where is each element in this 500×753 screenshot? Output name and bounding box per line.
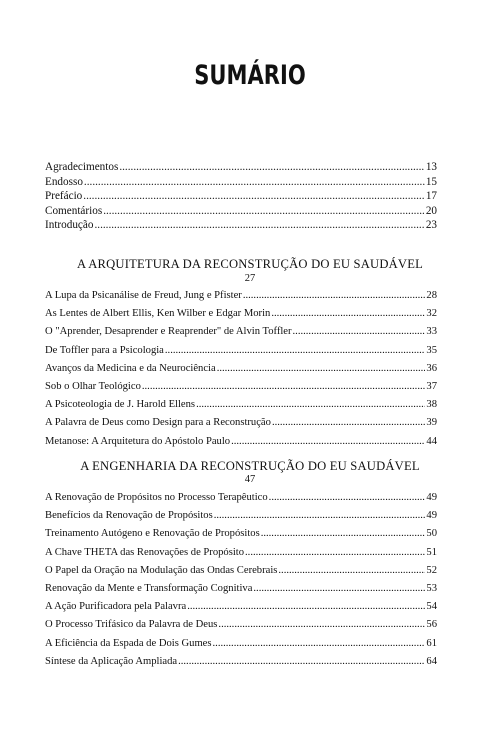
toc-entry[interactable] bbox=[45, 305, 437, 323]
toc-entry-label: A Psicoteologia de J. Harold Ellens bbox=[45, 399, 196, 411]
toc-entry-label: Prefácio bbox=[45, 190, 83, 203]
toc-entry-acknowledgements[interactable] bbox=[45, 160, 437, 175]
section-1-list bbox=[45, 287, 437, 451]
dot-leader bbox=[83, 189, 425, 204]
toc-entry-page: 20 bbox=[425, 204, 437, 217]
toc-entry-preface[interactable] bbox=[45, 189, 437, 204]
toc-entry-label: De Toffler para a Psicologia bbox=[45, 344, 164, 356]
toc-entry-label: O Processo Trifásico da Palavra de Deus bbox=[45, 619, 218, 631]
dot-leader bbox=[196, 396, 425, 414]
toc-entry[interactable] bbox=[45, 507, 437, 525]
toc-entry-page: 49 bbox=[426, 510, 437, 522]
dot-leader bbox=[94, 218, 424, 233]
toc-entry[interactable] bbox=[45, 598, 437, 616]
front-matter-list bbox=[45, 160, 437, 233]
toc-entry-page: 38 bbox=[426, 399, 437, 411]
dot-leader bbox=[293, 323, 426, 341]
toc-entry-page: 28 bbox=[426, 290, 437, 301]
toc-entry[interactable] bbox=[45, 342, 437, 360]
section-heading: A ARQUITETURA DA RECONSTRUÇÃO DO EU SAUDÁVEL bbox=[76, 257, 424, 271]
toc-entry-page: 44 bbox=[426, 435, 437, 447]
toc-entry[interactable] bbox=[45, 635, 437, 653]
toc-entry-label: Endosso bbox=[45, 175, 83, 188]
dot-leader bbox=[142, 378, 426, 396]
dot-leader bbox=[261, 525, 426, 543]
toc-entry-page: 13 bbox=[425, 161, 437, 173]
toc-entry[interactable] bbox=[45, 562, 437, 580]
toc-entry-page: 17 bbox=[425, 190, 437, 203]
toc-entry-label: A Eficiência da Espada de Dois Gumes bbox=[45, 637, 212, 649]
toc-entry-introduction[interactable] bbox=[45, 218, 437, 233]
toc-entry-label: A Palavra de Deus como Design para a Reconstrução bbox=[45, 417, 271, 429]
toc-entry-endorsement[interactable] bbox=[45, 175, 437, 190]
toc-entry-label: O Papel da Oração na Modulação das Ondas Cerebrais bbox=[45, 564, 278, 576]
dot-leader bbox=[272, 414, 425, 432]
dot-leader bbox=[278, 562, 425, 580]
section-2-list bbox=[45, 489, 437, 671]
dot-leader bbox=[217, 360, 426, 378]
toc-entry[interactable] bbox=[45, 396, 437, 414]
dot-leader bbox=[243, 287, 426, 305]
section-heading-page: 27 bbox=[244, 273, 256, 284]
dot-leader bbox=[253, 580, 425, 598]
dot-leader bbox=[103, 204, 425, 219]
dot-leader bbox=[214, 507, 426, 525]
dot-leader bbox=[213, 635, 426, 653]
dot-leader bbox=[269, 489, 426, 507]
toc-entry-page: 15 bbox=[425, 175, 437, 188]
toc-entry-page: 52 bbox=[426, 564, 437, 576]
toc-entry[interactable] bbox=[45, 378, 437, 396]
toc-entry[interactable] bbox=[45, 580, 437, 598]
toc-entry[interactable] bbox=[45, 616, 437, 634]
toc-entry-page: 50 bbox=[426, 528, 437, 540]
section-heading-page: 47 bbox=[244, 474, 256, 485]
toc-entry-page: 39 bbox=[426, 417, 437, 429]
toc-entry-label: Benefícios da Renovação de Propósitos bbox=[45, 510, 213, 522]
toc-entry-page: 23 bbox=[425, 219, 437, 232]
dot-leader bbox=[119, 160, 424, 175]
toc-entry-label: A Chave THETA das Renovações de Propósito bbox=[45, 546, 245, 558]
dot-leader bbox=[218, 616, 425, 634]
toc-entry[interactable] bbox=[45, 525, 437, 543]
toc-entry-page: 56 bbox=[426, 619, 437, 631]
dot-leader bbox=[84, 175, 425, 190]
toc-entry[interactable] bbox=[45, 544, 437, 562]
toc-entry-page: 35 bbox=[426, 344, 437, 356]
toc-entry-label: A Renovação de Propósitos no Processo Terapêutico bbox=[45, 492, 268, 503]
toc-entry-page: 64 bbox=[426, 655, 437, 667]
toc-entry-label: Introdução bbox=[45, 219, 94, 232]
toc-entry-page: 54 bbox=[426, 601, 437, 613]
toc-entry-label: A Lupa da Psicanálise de Freud, Jung e Pfister bbox=[45, 290, 242, 301]
toc-entry-label: Treinamento Autógeno e Renovação de Propósitos bbox=[45, 528, 260, 540]
toc-entry-label: As Lentes de Albert Ellis, Ken Wilber e Edgar Morin bbox=[45, 308, 271, 320]
toc-entry-label: Renovação da Mente e Transformação Cognitiva bbox=[45, 582, 253, 594]
toc-entry-label: Comentários bbox=[45, 204, 103, 217]
toc-entry-comments[interactable] bbox=[45, 204, 437, 219]
dot-leader bbox=[245, 544, 425, 562]
toc-entry-label: Avanços da Medicina e da Neurociência bbox=[45, 362, 216, 374]
toc-entry-label: Agradecimentos bbox=[45, 161, 119, 173]
dot-leader bbox=[165, 342, 426, 360]
toc-entry-page: 33 bbox=[426, 326, 437, 338]
toc-entry[interactable] bbox=[45, 653, 437, 671]
toc-entry-label: Síntese da Aplicação Ampliada bbox=[45, 655, 178, 667]
toc-entry[interactable] bbox=[45, 287, 437, 305]
toc-entry-label: O "Aprender, Desaprender e Reaprender" de Alvin Toffler bbox=[45, 326, 292, 338]
toc-entry-label: Sob o Olhar Teológico bbox=[45, 380, 141, 392]
toc-entry[interactable] bbox=[45, 414, 437, 432]
toc-entry-page: 61 bbox=[426, 637, 437, 649]
dot-leader bbox=[271, 305, 425, 323]
dot-leader bbox=[231, 433, 425, 451]
toc-entry-page: 36 bbox=[426, 362, 437, 374]
toc-entry[interactable] bbox=[45, 489, 437, 507]
dot-leader bbox=[178, 653, 425, 671]
toc-entry-label: Metanose: A Arquitetura do Apóstolo Paulo bbox=[45, 435, 231, 447]
toc-entry[interactable] bbox=[45, 360, 437, 378]
dot-leader bbox=[187, 598, 425, 616]
toc-entry-page: 32 bbox=[426, 308, 437, 320]
toc-entry[interactable] bbox=[45, 433, 437, 451]
toc-entry-page: 51 bbox=[426, 546, 437, 558]
toc-entry-label: A Ação Purificadora pela Palavra bbox=[45, 601, 187, 613]
toc-entry-page: 53 bbox=[426, 582, 437, 594]
toc-entry[interactable] bbox=[45, 323, 437, 341]
page-title: SUMÁRIO bbox=[194, 60, 306, 91]
section-heading: A ENGENHARIA DA RECONSTRUÇÃO DO EU SAUDÁVEL bbox=[80, 459, 420, 473]
toc-entry-page: 37 bbox=[426, 380, 437, 392]
toc-entry-page: 49 bbox=[426, 492, 437, 503]
